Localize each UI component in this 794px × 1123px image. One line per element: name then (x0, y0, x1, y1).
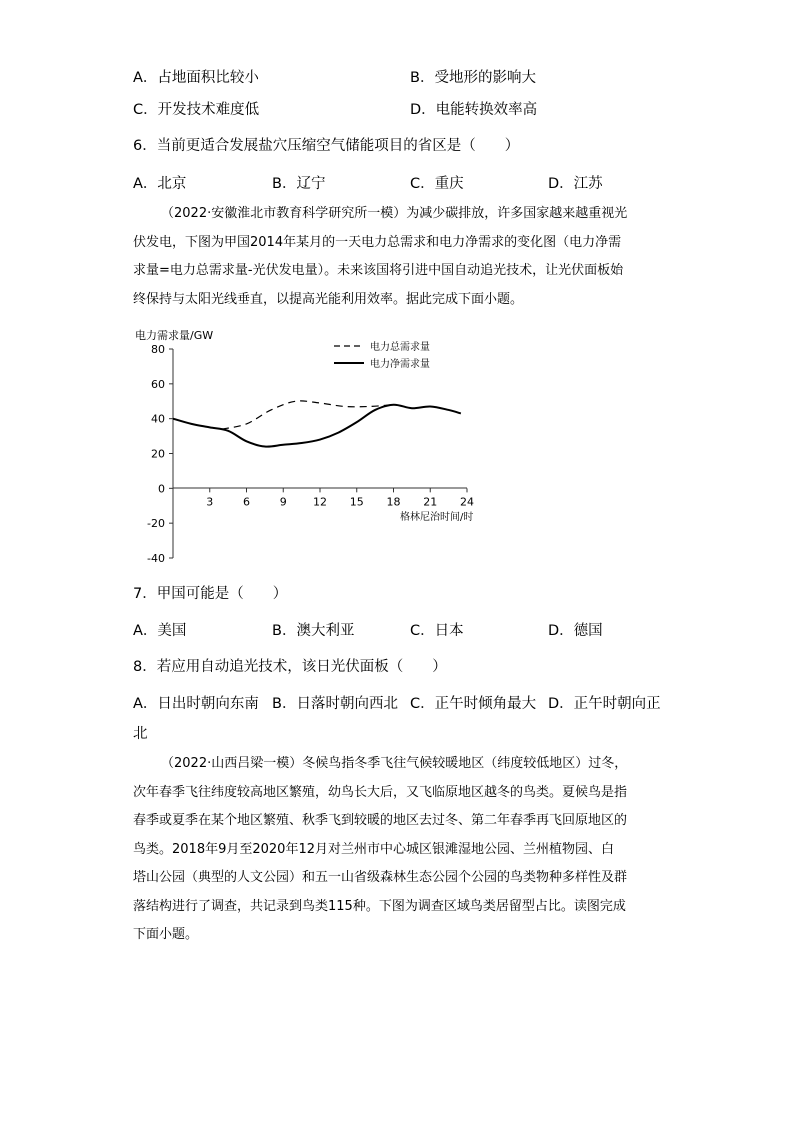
legend (334, 340, 430, 370)
passage-1-line: 求量=电力总需求量-光伏发电量）。未来该国将引进中国自动追光技术，让光伏面板始 (133, 263, 624, 278)
q7-option-b: B．澳大利亚 (272, 623, 355, 639)
q5-option-b: B．受地形的影响大 (410, 70, 536, 86)
q6-option-b: B．辽宁 (272, 176, 326, 192)
q8-option-a: A．日出时朝向东南 (133, 696, 259, 712)
x-tick-label: 21 (423, 495, 438, 509)
q8-option-d: D．正午时朝向正 (548, 696, 661, 712)
passage-2-line: 次年春季飞往纬度较高地区繁殖，幼鸟长大后，又飞临原地区越冬的鸟类。夏候鸟是指 (133, 784, 628, 800)
legend-label-net: 电力净需求量 (370, 359, 430, 370)
passage-1 (133, 200, 663, 314)
q8-option-d-continued: 北 (133, 726, 148, 742)
y-axis-label: 电力需求量/GW (135, 329, 214, 342)
y-tick-label: 20 (151, 447, 165, 461)
q6-option-d: D．江苏 (548, 176, 603, 192)
q7-stem: 7．甲国可能是（ ） (133, 586, 288, 602)
x-tick-label: 24 (460, 495, 474, 509)
y-tick-label: -20 (147, 517, 165, 531)
x-tick-label: 12 (313, 495, 327, 509)
q8-option-b: B．日落时朝向西北 (272, 696, 398, 712)
q7-option-d: D．德国 (548, 623, 603, 639)
passage-1-line: （2022·安徽淮北市教育科学研究所一模）为减少碳排放，许多国家越来越重视光 (161, 206, 628, 221)
passage-2-line: 下面小题。 (133, 927, 199, 942)
passage-2 (133, 750, 663, 950)
x-axis-label: 格林尼治时间/时 (400, 512, 474, 523)
passage-2-line: 落结构进行了调查，共记录到鸟类115种。下图为调查区域鸟类居留型占比。读图完成 (133, 898, 626, 914)
x-tick-label: 18 (386, 495, 401, 509)
q7-option-c: C．日本 (410, 623, 464, 639)
passage-2-line: （2022·山西吕梁一模）冬候鸟指冬季飞往气候较暖地区（纬度较低地区）过冬， (161, 756, 628, 771)
q6-option-a: A．北京 (133, 176, 187, 192)
y-tick-label: 0 (158, 482, 165, 496)
q6-stem: 6．当前更适合发展盐穴压缩空气储能项目的省区是（ ） (133, 138, 520, 154)
passage-1-line: 终保持与太阳光线垂直，以提高光能利用效率。据此完成下面小题。 (133, 291, 524, 307)
legend-label-total: 电力总需求量 (370, 342, 430, 353)
q8-stem: 8．若应用自动追光技术，该日光伏面板（ ） (133, 659, 447, 675)
x-tick-label: 9 (279, 495, 287, 509)
y-tick-label: 80 (151, 343, 165, 356)
passage-1-line: 伏发电，下图为甲国2014年某月的一天电力总需求和电力净需求的变化图（电力净需 (133, 234, 622, 250)
x-tick-label: 6 (243, 495, 250, 509)
power-demand-chart (120, 325, 500, 570)
q5-option-a: A．占地面积比较小 (133, 70, 259, 86)
passage-2-line: 鸟类。2018年9月至2020年12月对兰州市中心城区银滩湿地公园、兰州植物园、白 (133, 841, 614, 857)
q8-option-c: C．正午时倾角最大 (410, 696, 537, 712)
y-tick-label: 60 (151, 377, 165, 391)
q7-option-a: A．美国 (133, 623, 187, 639)
series-net-demand-line (173, 405, 461, 447)
x-tick-label: 15 (349, 495, 364, 509)
y-tick-label: 40 (151, 412, 165, 426)
q5-option-d: D．电能转换效率高 (410, 102, 538, 118)
q6-option-c: C．重庆 (410, 176, 464, 192)
q5-option-c: C．开发技术难度低 (133, 102, 260, 118)
y-tick-label: -40 (147, 552, 165, 565)
passage-2-line: 春季或夏季在某个地区繁殖、秋季飞到较暖的地区去过冬、第二年春季再飞回原地区的 (133, 813, 628, 828)
x-tick-label: 3 (206, 495, 214, 509)
passage-2-line: 塔山公园（典型的人文公园）和五一山省级森林生态公园个公园的鸟类物种多样性及群 (133, 870, 628, 885)
